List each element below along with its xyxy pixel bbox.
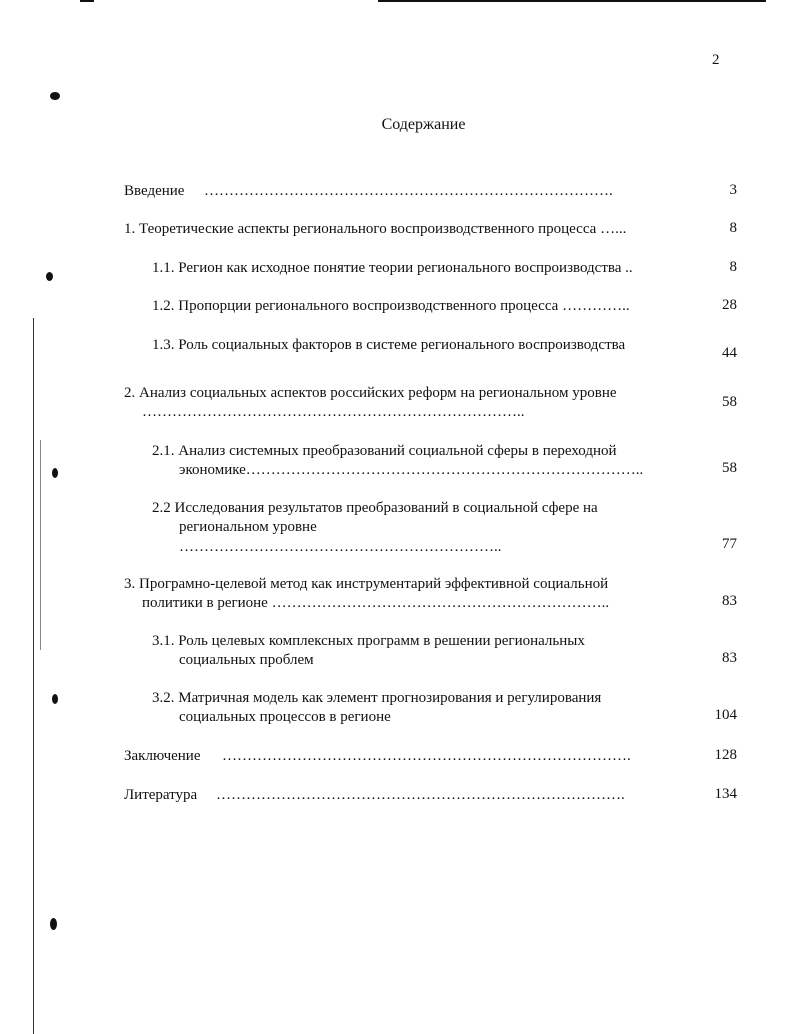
toc-entry-text: 2. Анализ социальных аспектов российских реформ на региональном уровне [124, 385, 617, 401]
toc-entry [152, 336, 702, 355]
toc-entry-text-continued: социальных процессов в регионе [179, 709, 391, 725]
toc-entry-text-continued: политики в регионе ………………………………………………………….. [142, 595, 610, 611]
toc-page: 77 [722, 536, 737, 552]
toc-entry-dots: ………………………………………………………………………. [222, 748, 631, 764]
toc-entry [124, 747, 694, 766]
toc-entry-text: 1.3. Роль социальных факторов в системе регионального воспроизводства [152, 337, 626, 353]
scan-top-line-left [80, 0, 94, 2]
toc-entry [152, 689, 697, 727]
toc-entry-dots: ………………………………………………………………………. [216, 787, 625, 803]
page-title: Содержание [381, 116, 466, 133]
scan-binding-line [33, 318, 34, 1034]
toc-entry [124, 786, 694, 805]
toc-page: 44 [722, 345, 737, 361]
toc-entry [152, 297, 702, 316]
toc-page: 134 [714, 786, 737, 802]
scan-spot [50, 92, 60, 100]
toc-entry-text: 1. Теоретические аспекты регионального воспроизводственного процесса …... [124, 221, 627, 237]
scan-spot [52, 694, 58, 704]
page-number: 2 [712, 52, 720, 68]
toc-entry-text: 3.2. Матричная модель как элемент прогнозирования и регулирования [152, 690, 602, 706]
toc-page: 58 [722, 460, 737, 476]
toc-entry [152, 499, 697, 557]
toc-page: 104 [714, 707, 737, 723]
toc-entry-text: Введение [124, 183, 185, 199]
toc-entry-text: 2.2 Исследования результатов преобразований в социальной сфере на [152, 500, 598, 516]
toc-entry-text-continued: экономике…………………………………………………………………….. [179, 462, 644, 478]
toc-entry-text: 2.1. Анализ системных преобразований социальной сферы в переходной [152, 443, 617, 459]
toc-entry-dots: ………………………………………………………………………. [204, 183, 613, 199]
toc-entry-text: 1.1. Регион как исходное понятие теории регионального воспроизводства .. [152, 260, 633, 276]
scan-top-line-right [378, 0, 766, 2]
toc-page: 8 [729, 220, 737, 236]
toc-entry-text-continued: региональном уровне [179, 519, 317, 535]
toc-entry-text: Заключение [124, 748, 201, 764]
toc-entry-dots: ………………………………………………………………….. [142, 404, 525, 420]
scan-spot [46, 272, 53, 281]
toc-page: 28 [722, 297, 737, 313]
toc-entry [124, 575, 699, 613]
toc-entry-text: 3.1. Роль целевых комплексных программ в решении региональных [152, 633, 585, 649]
toc-entry [124, 182, 692, 201]
toc-entry-text-continued: социальных проблем [179, 652, 314, 668]
toc-page: 58 [722, 394, 737, 410]
scan-spot [52, 468, 58, 478]
toc-entry [152, 442, 697, 480]
toc-page: 83 [722, 650, 737, 666]
toc-page: 83 [722, 593, 737, 609]
toc-entry-text: 1.2. Пропорции регионального воспроизводственного процесса ………….. [152, 298, 630, 314]
scan-spot [50, 918, 57, 930]
scan-binding-line [40, 440, 41, 650]
toc-entry [124, 384, 694, 422]
toc-entry-text: Литература [124, 787, 198, 803]
toc-page: 128 [714, 747, 737, 763]
toc-page: 8 [729, 259, 737, 275]
toc-entry [124, 220, 704, 239]
toc-entry-dots: ……………………………………………………….. [179, 539, 502, 555]
toc-entry [152, 632, 697, 670]
toc-entry [152, 259, 702, 278]
toc-entry-text: 3. Програмно-целевой метод как инструментарий эффективной социальной [124, 576, 609, 592]
toc-page: 3 [729, 182, 737, 198]
